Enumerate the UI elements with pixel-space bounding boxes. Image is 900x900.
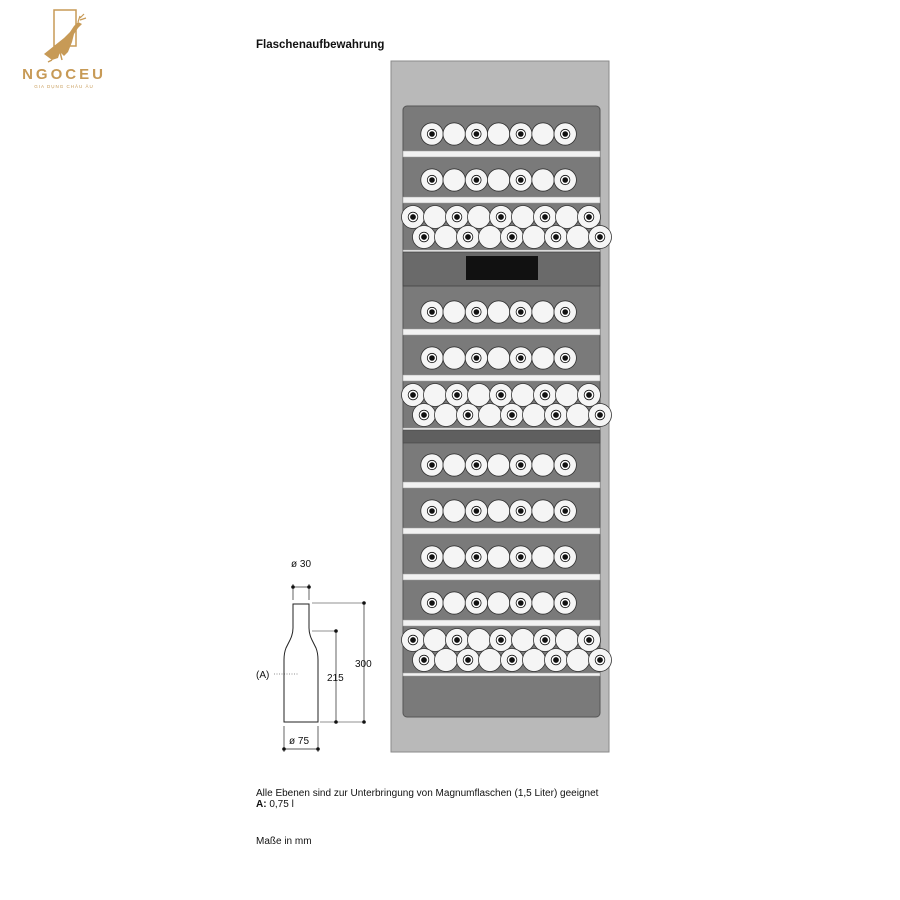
display-screen	[466, 256, 538, 280]
bottle-cork	[562, 131, 568, 137]
shelf	[403, 620, 600, 626]
shelf	[403, 673, 600, 676]
bottle-circle	[487, 592, 509, 614]
bottle-cork	[562, 177, 568, 183]
bottle-circle	[487, 454, 509, 476]
bottle-circle	[556, 384, 579, 407]
bottle-circle	[443, 592, 465, 614]
bottle-cork	[518, 131, 524, 137]
shelf	[403, 482, 600, 488]
bottle-cork	[421, 234, 427, 240]
shelf	[403, 375, 600, 381]
bottle-cork	[465, 657, 471, 663]
notes	[256, 789, 626, 810]
bottle-circle	[512, 206, 535, 229]
bottle-circle	[487, 546, 509, 568]
bottle-circle	[567, 649, 590, 672]
bottle-cork	[586, 637, 592, 643]
bottle-cork	[509, 234, 515, 240]
page-title: Flaschenaufbewahrung	[256, 39, 385, 51]
bottle-circle	[567, 226, 590, 249]
bottle-cork	[454, 214, 460, 220]
bottle-circle	[532, 347, 554, 369]
bottle-circle	[468, 629, 491, 652]
bottle-cork	[553, 234, 559, 240]
bottle-circle	[532, 123, 554, 145]
bottle-cork	[454, 637, 460, 643]
bottle-cork	[553, 412, 559, 418]
magnum-note: Alle Ebenen sind zur Unterbringung von Magnumflaschen (1,5 Liter) geeignet	[256, 788, 599, 799]
bottle-cork	[498, 214, 504, 220]
bottle-circle	[556, 206, 579, 229]
bottle-circle	[443, 301, 465, 323]
bottle-circle	[523, 404, 546, 427]
bottle-circle	[523, 649, 546, 672]
bottle-cork	[518, 355, 524, 361]
bottle-circle	[424, 206, 447, 229]
bottle-cork	[429, 309, 435, 315]
bottle-cork	[474, 177, 480, 183]
bottle-cork	[518, 600, 524, 606]
top-diameter-label: ø 30	[291, 559, 312, 570]
volume-note-value: 0,75 l	[266, 798, 294, 810]
bottle-cork	[542, 392, 548, 398]
bottle-cork	[410, 214, 416, 220]
bottle-cork	[498, 392, 504, 398]
bottle-circle	[424, 629, 447, 652]
bottle-cork	[429, 462, 435, 468]
bottle-circle	[487, 301, 509, 323]
bottle-cork	[465, 412, 471, 418]
bottle-circle	[443, 347, 465, 369]
bottle-cork	[586, 392, 592, 398]
bottle-circle	[424, 384, 447, 407]
bottle-circle	[479, 649, 502, 672]
bottle-cork	[474, 554, 480, 560]
volume-note	[256, 800, 626, 811]
bottle-cork	[474, 600, 480, 606]
bottle-circle	[468, 206, 491, 229]
bottle-cork	[429, 554, 435, 560]
bottle-circle	[487, 169, 509, 191]
bottle-a-label: (A)	[256, 670, 270, 681]
bottle-cork	[518, 309, 524, 315]
bottle-circle	[443, 454, 465, 476]
bottle-cork	[518, 554, 524, 560]
bottle-circle	[512, 629, 535, 652]
bottom-diameter-label: ø 75	[289, 736, 310, 747]
bottle-cork	[421, 412, 427, 418]
bottle-circle	[567, 404, 590, 427]
bottle-cork	[429, 131, 435, 137]
bottle-cork	[474, 508, 480, 514]
shelf	[403, 151, 600, 157]
bottle-circle	[443, 169, 465, 191]
bottle-circle	[532, 500, 554, 522]
bottle-cork	[474, 309, 480, 315]
bottle-circle	[435, 649, 458, 672]
bottle-circle	[532, 454, 554, 476]
bottle-cork	[542, 214, 548, 220]
bottle-circle	[468, 384, 491, 407]
bottle-circle	[479, 404, 502, 427]
shelf	[403, 197, 600, 203]
bottle-circle	[487, 123, 509, 145]
bottle-cork	[429, 177, 435, 183]
bottle-cork	[597, 412, 603, 418]
bottle-circle	[487, 347, 509, 369]
wine-cabinet	[391, 61, 612, 752]
bottle-circle	[512, 384, 535, 407]
bottle-cork	[498, 637, 504, 643]
shelf	[403, 528, 600, 534]
bottle-circle	[435, 404, 458, 427]
bottle-cork	[562, 508, 568, 514]
bottle-outline	[284, 604, 318, 722]
bottle-cork	[553, 657, 559, 663]
bottle-cork	[597, 234, 603, 240]
bottle-cork	[562, 355, 568, 361]
bottle-cork	[509, 657, 515, 663]
bottle-circle	[487, 500, 509, 522]
brand-tagline: GIA DỤNG CHÂU ÂU	[34, 84, 94, 89]
bottle-circle	[443, 123, 465, 145]
body-height-label: 215	[327, 673, 344, 684]
bottle-cork	[562, 600, 568, 606]
bottle-cork	[465, 234, 471, 240]
bottle-cork	[562, 554, 568, 560]
bottle-circle	[435, 226, 458, 249]
bottle-cork	[509, 412, 515, 418]
bottle-cork	[542, 637, 548, 643]
shelf	[403, 574, 600, 580]
bottle-circle	[443, 546, 465, 568]
bottle-cork	[421, 657, 427, 663]
bottle-circle	[556, 629, 579, 652]
zone-divider	[403, 430, 600, 443]
total-height-label: 300	[355, 659, 372, 670]
bottle-cork	[586, 214, 592, 220]
bottle-cork	[454, 392, 460, 398]
bottle-circle	[532, 546, 554, 568]
bottle-circle	[479, 226, 502, 249]
brand-name: NGOCEU	[22, 66, 106, 83]
bottle-cork	[474, 131, 480, 137]
bottle-circle	[532, 592, 554, 614]
bottle-cork	[429, 508, 435, 514]
bottle-cork	[410, 392, 416, 398]
units-note: Maße in mm	[256, 836, 312, 847]
bottle-cork	[474, 355, 480, 361]
bottle-cork	[410, 637, 416, 643]
shelf	[403, 329, 600, 335]
bottle-dimension-drawing	[256, 559, 372, 752]
bottle-cork	[518, 462, 524, 468]
bottle-circle	[523, 226, 546, 249]
bottle-circle	[532, 169, 554, 191]
bottle-cork	[429, 355, 435, 361]
bottle-cork	[597, 657, 603, 663]
bottle-cork	[518, 177, 524, 183]
bottle-cork	[518, 508, 524, 514]
bottle-circle	[532, 301, 554, 323]
bottle-cork	[429, 600, 435, 606]
bottle-cork	[562, 309, 568, 315]
bottle-cork	[474, 462, 480, 468]
bottle-circle	[443, 500, 465, 522]
volume-note-key: A:	[256, 798, 267, 810]
bottle-cork	[562, 462, 568, 468]
